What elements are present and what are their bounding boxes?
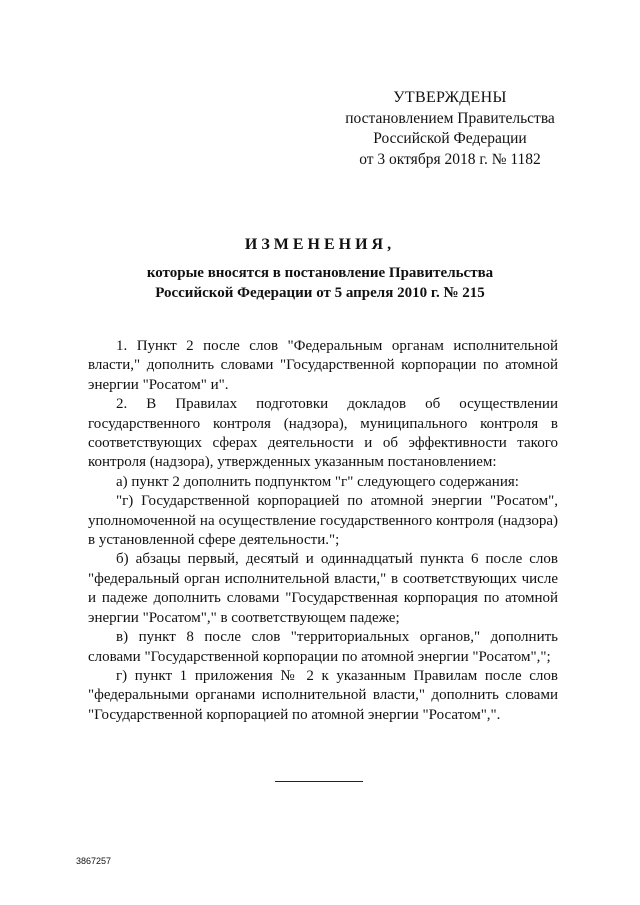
end-separator-line [275, 781, 363, 782]
approval-date-number: от 3 октября 2018 г. № 1182 [359, 150, 541, 168]
paragraph: в) пункт 8 после слов "территориальных органов," дополнить словами "Государственной корпорации по атомной энергии "Росатом","; [88, 629, 558, 665]
paragraph: а) пункт 2 дополнить подпунктом "г" следующего содержания: [116, 473, 519, 490]
subtitle-line: Российской Федерации от 5 апреля 2010 г. № 215 [155, 284, 485, 301]
approval-line: постановлением Правительства [345, 109, 555, 127]
document-number: 3867257 [76, 856, 112, 866]
approval-heading: УТВЕРЖДЕНЫ [393, 89, 507, 106]
paragraph: 2. В Правилах подготовки докладов об осуществлении государственного контроля (надзора), муниципального контроля в соответствующих сферах деятельности и об эффективности такого контроля (надзора), утвержденных указанным постановлением: [88, 396, 558, 471]
paragraph: 1. Пункт 2 после слов "Федеральным органам исполнительной власти," дополнить словами "Государственной корпорации по атомной энергии "Росатом" и". [88, 338, 558, 393]
document-subtitle [100, 264, 540, 303]
approval-stamp [320, 88, 580, 170]
paragraph: "г) Государственной корпорацией по атомной энергии "Росатом", уполномоченной на осуществление государственного контроля (надзора) в установленной сфере деятельности."; [88, 493, 558, 549]
paragraph: г) пункт 1 приложения № 2 к указанным Правилам после слов "федеральными органами исполнительной власти," дополнить словами "Государственной корпорацией по атомной энергии "Росатом",". [88, 667, 558, 723]
approval-line: Российской Федерации [373, 130, 527, 147]
subtitle-line: которые вносятся в постановление Правительства [146, 265, 494, 281]
document-body [88, 337, 558, 725]
paragraph: б) абзацы первый, десятый и одиннадцатый пункта 6 после слов "федеральный орган исполнительной власти," в соответствующих числе и падеже дополнить словами "Государственная корпорация по атомной энергии "Росатом"," в соответствующем падеже; [88, 551, 558, 626]
document-title: ИЗМЕНЕНИЯ, [244, 236, 396, 253]
